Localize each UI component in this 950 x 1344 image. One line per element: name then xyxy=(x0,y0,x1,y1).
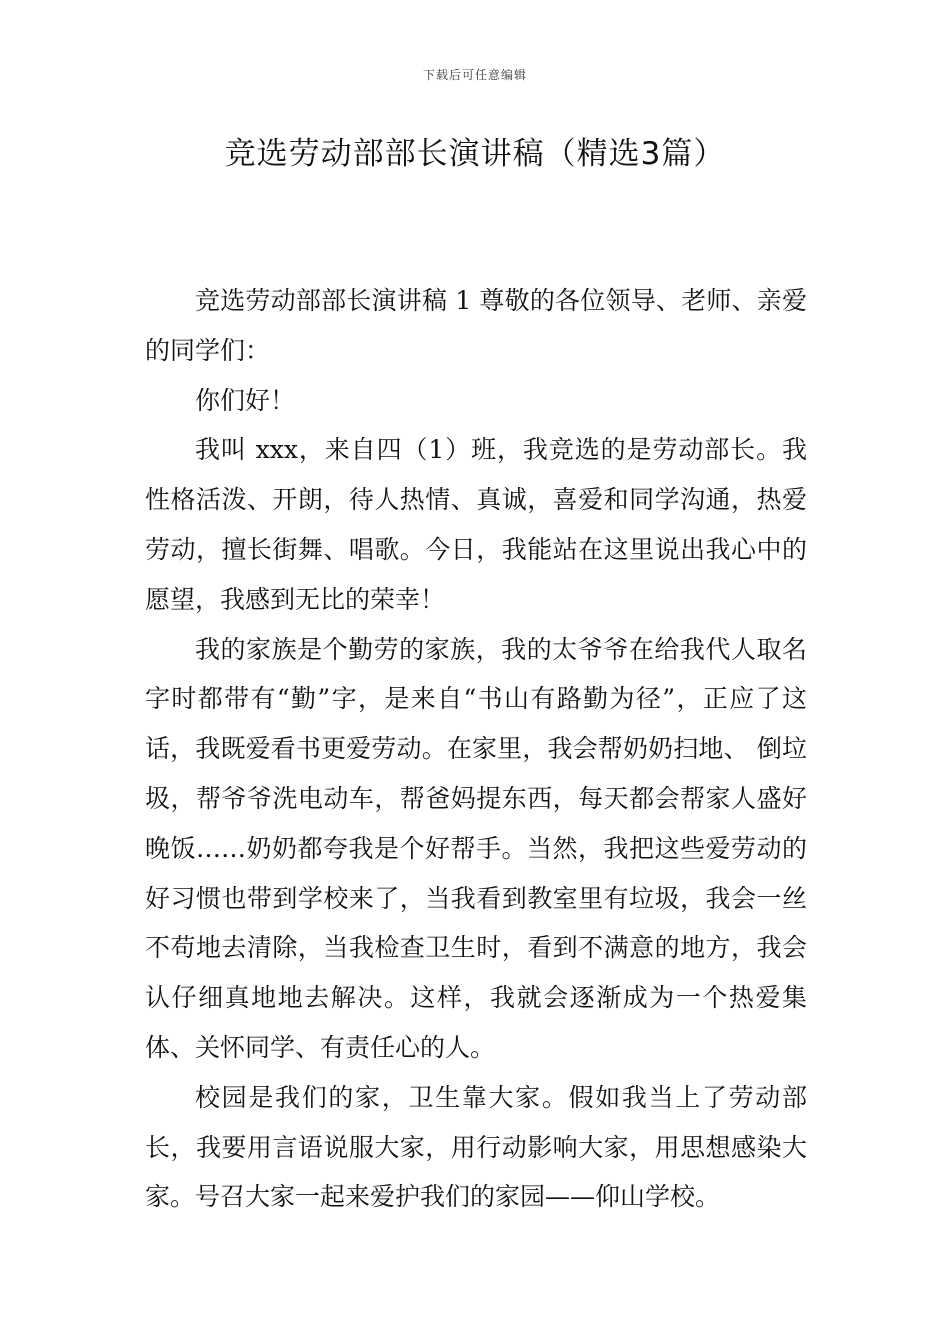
document-body xyxy=(145,276,807,1222)
header-note: 下载后可任意编辑 xyxy=(422,68,527,82)
paragraph-4: 我的家族是个勤劳的家族，我的太爷爷在给我代人取名字时都带有“勤”字，是来自“书山有路勤为径”，正应了这话，我既爱看书更爱劳动。在家里，我会帮奶奶扫地、 倒垃圾，帮爷爷洗电动车，帮爸妈提东西，每天都会帮家人盛好晚饭……奶奶都夸我是个好帮手。当然，我把这些爱劳动的好习惯也带到学校来了，当我看到教室里有垃圾，我会一丝不苟地去清除，当我检查卫生时，看到不满意的地方，我会认仔细真地地去解决。这样，我就会逐渐成为一个热爱集体、关怀同学、有责任心的人。 xyxy=(145,634,807,1062)
document-title: 竞选劳动部部长演讲稿（精选3篇） xyxy=(224,136,726,172)
paragraph-5: 校园是我们的家，卫生靠大家。假如我当上了劳动部长，我要用言语说服大家，用行动影响大家，用思想感染大家。号召大家一起来爱护我们的家园——仰山学校。 xyxy=(145,1082,807,1212)
paragraph-2: 你们好！ xyxy=(195,385,296,415)
paragraph-1: 竞选劳动部部长演讲稿 1 尊敬的各位领导、老师、亲爱的同学们： xyxy=(145,286,807,365)
paragraph-3: 我叫 xxx，来自四（1）班，我竞选的是劳动部长。我性格活泼、开朗，待人热情、真诚，喜爱和同学沟通，热爱劳动，擅长街舞、唱歌。今日，我能站在这里说出我心中的愿望，我感到无比的荣幸！ xyxy=(145,435,807,614)
